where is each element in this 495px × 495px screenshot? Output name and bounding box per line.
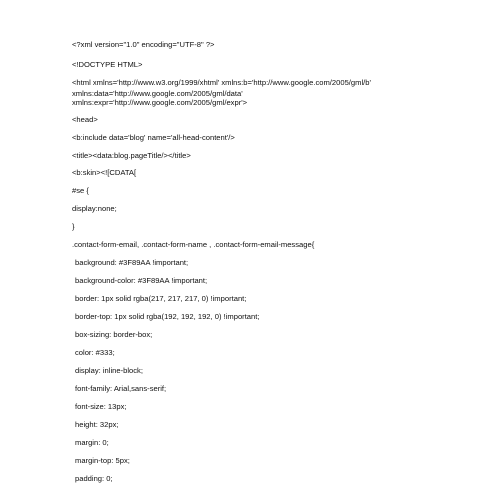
- css-color-line: color: #333;: [75, 348, 115, 357]
- xmlns-expr-line: xmlns:expr='http://www.google.com/2005/gml/expr'>: [72, 98, 248, 107]
- skin-open-line: <b:skin><![CDATA[: [72, 168, 137, 177]
- title-line: <title><data:blog.pageTitle/></title>: [72, 151, 191, 160]
- css-box-sizing-line: box-sizing: border-box;: [75, 330, 153, 339]
- html-open-line: <html xmlns='http://www.w3.org/1999/xhtml' xmlns:b='http://www.google.com/2005/gml/b': [72, 78, 371, 87]
- css-border-line: border: 1px solid rgba(217, 217, 217, 0) !important;: [75, 294, 247, 303]
- include-line: <b:include data='blog' name='all-head-content'/>: [72, 133, 235, 142]
- closing-brace-line: }: [72, 222, 75, 231]
- css-font-family-line: font-family: Arial,sans-serif;: [75, 384, 167, 393]
- doctype-line: <!DOCTYPE HTML>: [72, 60, 143, 69]
- contact-form-selector-line: .contact-form-email, .contact-form-name , .contact-form-email-message{: [72, 240, 315, 249]
- css-padding-line: padding: 0;: [75, 474, 113, 483]
- css-margin-top-line: margin-top: 5px;: [75, 456, 130, 465]
- xml-declaration-line: <?xml version="1.0" encoding="UTF-8" ?>: [72, 40, 215, 49]
- selector-se-line: #se {: [72, 186, 89, 195]
- css-display-line: display: inline-block;: [75, 366, 143, 375]
- css-font-size-line: font-size: 13px;: [75, 402, 127, 411]
- css-border-top-line: border-top: 1px solid rgba(192, 192, 192, 0) !important;: [75, 312, 260, 321]
- display-none-line: display:none;: [72, 204, 117, 213]
- css-margin-line: margin: 0;: [75, 438, 109, 447]
- head-open-line: <head>: [72, 115, 98, 124]
- css-background-color-line: background-color: #3F89AA !important;: [75, 276, 208, 285]
- xmlns-data-line: xmlns:data='http://www.google.com/2005/gml/data': [72, 89, 243, 98]
- css-background-line: background: #3F89AA !important;: [75, 258, 189, 267]
- css-height-line: height: 32px;: [75, 420, 119, 429]
